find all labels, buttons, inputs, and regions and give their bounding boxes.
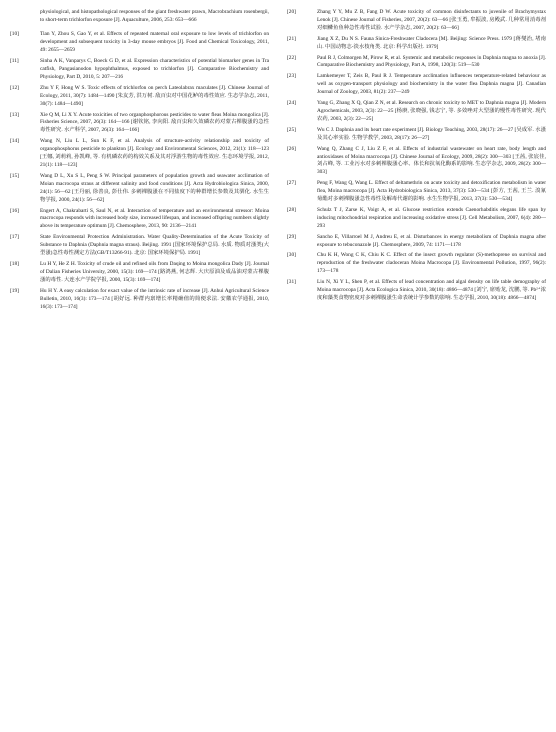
reference-number: [28]: [287, 206, 296, 213]
reference-number: [29]: [287, 233, 296, 240]
reference-number: [27]: [287, 180, 296, 187]
reference-text: Zhu Y F, Hong W S. Toxic effects of trichlorfon on perch Lateolabrax maculates [J]. Chinese Journal of Ecology, 2011, 30(7): 1484—1490 [朱友芳, 洪万树. 敌百虫对中国花鲈的毒性效应. 生态学杂志, 2011, 30(7): 1484—1490]: [40, 84, 269, 107]
reference-text: Wu C J. Daphnia and its heart rate experiment [J]. Biology Teaching, 2003, 28(17): 26—27 [吴成军. 水溞及其心率实验. 生物学教学, 2003, 28(17): 26—27]: [317, 126, 546, 141]
reference-item: [10, 173, 269, 205]
reference-text: Wang N, Liu L L, Sun K F, et al. Analysis of structure-activity relationship and toxicity of organophosphorus pesticide to plankton [J]. Ecology and Environmental Sciences, 2012, 21(1): 118—123 [王娜, 刘莉莉, 孙凯峰, 等. 有机磷农药的构效关系及其对浮游生物的毒性效应. 生态环境学报, 2012, 21(1): 118—123]: [40, 138, 269, 168]
right-reference-list: [287, 9, 546, 303]
reference-item: [287, 127, 546, 143]
reference-item: [10, 234, 269, 258]
reference-number: [20]: [287, 9, 296, 15]
reference-number: [30]: [287, 252, 296, 259]
reference-text: Wang Q, Zhang C J, Liu Z F, et al. Effects of industrial wastewater on heart rate, body length and antioxidases of Moina macrocopa [J]. Chinese Journal of Ecology, 2009, 28(2): 300—303 [王茜, 张宸佳, 刘占峰, 等. 工业污水对多刺裸腹溞心率、体长和抗氧化酶系的影响. 生态学杂志, 2009, 28(2): 300—303]: [317, 145, 546, 176]
reference-item: [287, 252, 546, 276]
reference-number: [19]: [10, 287, 19, 294]
reference-item: [10, 58, 269, 82]
reference-item: [10, 31, 269, 55]
reference-text: Tian Y, Zhou S, Gao Y, et al. Effects of repeated maternal oral exposure to low levels of trichlorfon on development and subsequent toxicity in 3-day mouse embryos [J]. Food and Chemical Toxicology, 2011, 49: 2655—2659: [40, 31, 269, 54]
reference-number: [31]: [287, 279, 296, 286]
reference-item: [10, 138, 269, 170]
reference-number: [21]: [287, 35, 296, 42]
reference-number: [26]: [287, 145, 296, 152]
reference-item: [10, 112, 269, 136]
left-reference-list: [10, 31, 269, 311]
reference-text: Yang G, Zhang X Q, Qian Z N, et al. Research on chronic toxicity to MET to Daphnia magna [J]. Modern Agrochemicals, 2003, 2(3): 22—25 [杨赓, 张晓强, 钱志宁, 等. 多效唑对大型溞的慢性毒性研究. 现代农药, 2003, 2(3): 22—25]: [317, 100, 546, 122]
reference-text: Sinha A K, Vanparys C, Boeck G D, et al. Expression characteristics of potential biomarker genes in Tra catfish, Pangasianodon hypophthalmus, exposed to trichlorfon [J]. Comparative Biochemistry and Physiology, Part D, 2010, 5: 207—216: [40, 58, 269, 80]
reference-item: [287, 207, 546, 231]
reference-number: [24]: [287, 100, 296, 107]
reference-item: [287, 180, 546, 204]
reference-item: [10, 208, 269, 232]
reference-text: Wang D L, Xu S L, Peng S W. Principal parameters of population growth and seawater acclimation of Moian macrocopa straus at different salinity and food conditions [J]. Acta Hydrobiologica Sinica, 2000, 24(1): 56—62 [王丹丽, 徐善良, 彭仕伟. 多刺裸腹溞在不同盐度下的种群增长参数及其驯化. 水生生物学报, 2000, 24(1): 56—62]: [40, 172, 269, 203]
reference-number: [11]: [10, 58, 19, 65]
reference-number: [12]: [10, 84, 19, 91]
reference-number: [25]: [287, 126, 296, 133]
reference-item: [287, 36, 546, 52]
reference-text: Liu N, Xi Y L, Shen P, et al. Effects of lead concentration and algal density on life table demography of Moina macrocopa [J]. Acta Ecologica Sinica, 2010, 30(18): 4866—4874 [刘宁, 席贻龙, 沈鹏, 等. Pb²⁺浓度和藻类食物密度对多刺裸腹溞生命表统计学参数的影响. 生态学报, 2010, 30(18): 4866—4874]: [317, 279, 546, 301]
reference-number: [10]: [10, 31, 19, 38]
left-column: [10, 9, 269, 732]
reference-item: [287, 73, 546, 97]
reference-text: Schulz T J, Zarse K, Voigt A, et al. Glucose restriction extends Caenorhabditis elegans life span by inducing mitochondrial respiration and increasing oxidative stress [J]. Cell Metabolism, 2007, 6(4): 280—293: [317, 206, 546, 229]
reference-text: Paul R J, Colmorgen M, Pirow R, et al. Systemic and metabolic responses in Daphnia magna to anoxia [J]. Comparative Biochemistry and Physiology, Part A, 1998, 120(3): 519—530: [317, 54, 546, 69]
reference-continuation: physiological, and histopathological responses of the giant freshwater prawn, Macrobrachium rosenbergii, to short-term trichlorfon exposure [J]. Aquaculture, 2006, 253: 653—666: [40, 9, 269, 23]
reference-number: [23]: [287, 73, 296, 80]
reference-text: Hu H Y. A easy calculation for exact value of the intrinsic rate of increase [J]. Anhui Agricultural Science Bulletin, 2010, 16(3): 173—174 [胡好远. 种群内禀增长率精确值的简便求法. 安徽农学通报, 2010, 16(3): 173—174]: [40, 287, 269, 310]
reference-item: [287, 100, 546, 124]
reference-item: [10, 288, 269, 312]
reference-text: State Environmental Protection Administration. Water Quality-Determination of the Acute Toxicity of Substance to Daphnia (Daphnia magna straus). Beijing. 1991 [国家环境保护总局. 水质. 物质对溞类(大型溞)急性毒性测定方法(GB/T13266-91). 北京: 国家环境保护局. 1991]: [40, 234, 269, 257]
reference-text: Jiang X Z, Du N S. Fauna Sinica-Freshwater Cladocera [M]. Beijing: Science Press. 1979 [蒋燮治, 堵南山. 中国动物志-淡水枝角类. 北京: 科学出版社. 1979]: [317, 35, 546, 50]
reference-text: Zhang Y Y, Mu Z B, Fang D W. Acute toxicity of common disinfectants to juvenile of Brachymystax Lenok [J]. Chinese Journal of Fisheries, 2007, 20(2): 63—66 [张玉勇, 牟振波, 房殿武. 几种常用消毒剂对细鳞鱼鱼种急性毒性试验. 水产学杂志, 2007, 20(2): 63—66]: [317, 9, 546, 31]
reference-number: [18]: [10, 260, 19, 267]
reference-number: [13]: [10, 111, 19, 118]
reference-number: [17]: [10, 234, 19, 241]
reference-number: [16]: [10, 207, 19, 214]
reference-item: [287, 279, 546, 303]
reference-item: [10, 261, 269, 285]
reference-text: Engert A, Chakrabarti S, Saul N, et al. Interaction of temperature and an environmental stressor: Moina macrocopa responds with increased body size, increased lifespan, and increased offspring numbers slightly above its temperature optimum [J]. Chemosphere, 2013, 90: 2136—2141: [40, 207, 269, 230]
reference-text: Xie Q M, Li X Y. Acute toxicities of two organphosphorous pesticides to water fleas Moina mongolica [J]. Fisheries Science, 2007, 26(3): 164—166 [谢钦铭, 李向阳. 敌百虫和久效磷农药对蒙古裸腹溞的急性毒性研究. 水产科学, 2007, 26(3): 164—166]: [40, 111, 269, 134]
reference-text: Chu K H, Wong C K, Chiu K C. Effect of the insect growth regulator (S)-methoprene on survival and reproduction of the freshwater cladoceran Moina Macrocopa [J]. Environmental Pollution, 1997, 96(2): 173—178: [317, 252, 546, 275]
reference-number: [14]: [10, 138, 19, 145]
reference-text: Lamkemeyer T, Zeis B, Paul R J. Temperature acclimation influences temperature-related behaviour as well as oxygen-transport physiology and biochemistry in the water flea Daphnia magna [J]. Canadian Journal of Zoology, 2003, 81(2): 237—249: [317, 73, 546, 96]
reference-text: Peng F, Wang Q, Wang L. Effect of deltamethrin on acute toxicity and detoxification metabolism in water flea, Moina macrocopa [J]. Acta Hydrobiologica Sinica, 2013, 37(3): 530—534 [彭方, 王茜, 王兰. 溴氰菊酯对多刺裸腹溞急性毒性及解毒代谢的影响. 水生生物学报, 2013, 37(3): 530—534]: [317, 180, 546, 203]
reference-item: [10, 85, 269, 109]
reference-item: [287, 55, 546, 71]
reference-item: [287, 9, 546, 33]
reference-item: [287, 234, 546, 250]
reference-number: [15]: [10, 172, 19, 179]
right-column: [287, 9, 546, 732]
reference-text: Lu H Y, He Z H. Toxicity of crude oil and refined oils from Daqing to Moina mongolica Dady [J]. Journal of Dalian Fisheries University, 2000, 15(3): 169—174 [路鸿燕, 何志辉. 大庆原油及成品油对蒙古裸腹溞的毒性. 大连水产学院学报, 2000, 15(3): 169—174]: [40, 260, 269, 283]
reference-number: [22]: [287, 54, 296, 61]
reference-text: Sancho E, Villarroel M J, Andreu E, et al. Disturbances in energy metabolism of Daphnia magna after exposure to tebuconazole [J]. Chemosphere, 2009, 74: 1171—1178: [317, 233, 546, 248]
reference-item: [287, 146, 546, 178]
